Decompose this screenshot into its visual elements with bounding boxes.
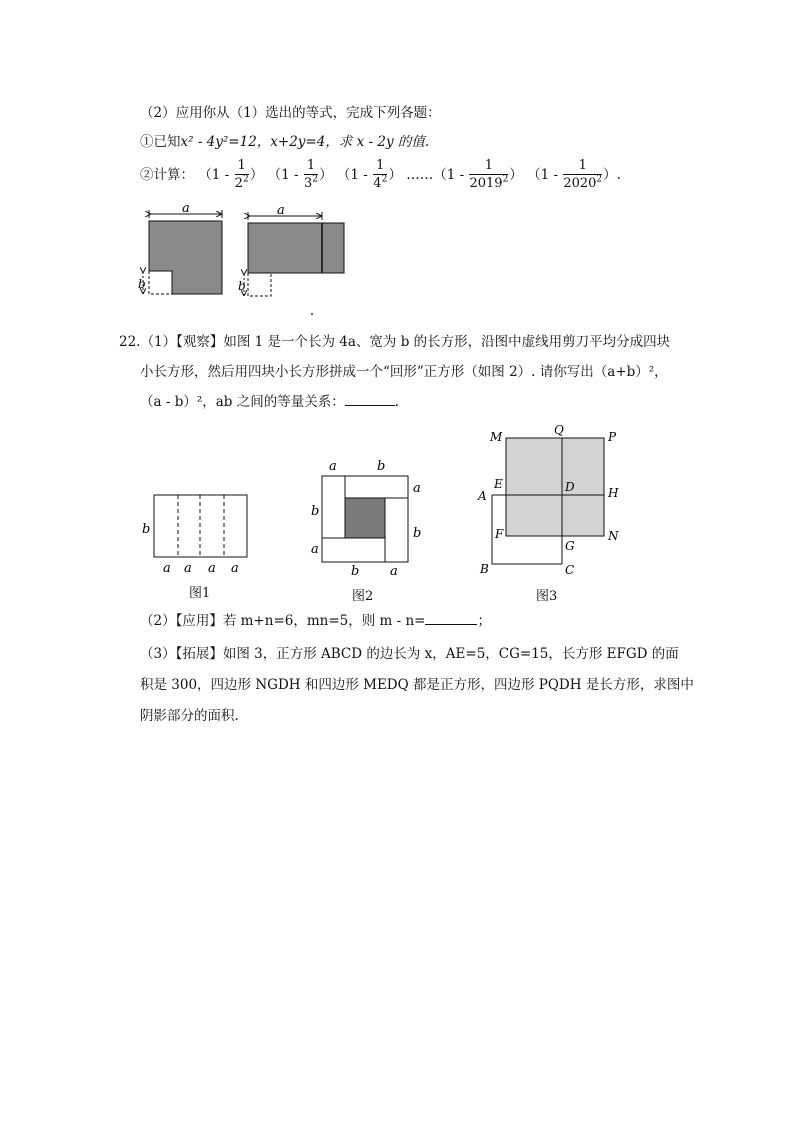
point-label: E [494,477,503,491]
top-figures [130,198,360,300]
cut-square [248,273,271,296]
part-2-application: （2）【应用】若 m+n=6，mn=5，则 m - n= ； [140,613,491,629]
figure-2-caption: 图2 [352,589,374,604]
bottom-label: a [184,561,192,576]
label: a [413,481,421,496]
product-term: （1 - $\frac{1}{2020^2}$ ）. [527,158,621,191]
q1-marker: ① [140,134,154,150]
label: b [351,564,360,579]
point-label: F [495,527,504,541]
answer-blank[interactable] [345,392,395,406]
product-term: （1 - $\frac{1}{2^2}$ ） [198,158,264,191]
point-label: A [478,489,487,503]
label-b: b [138,277,146,291]
part-3-line3: 阴影部分的面积. [140,708,239,724]
bottom-label: a [208,561,216,576]
label-b: b [238,279,246,293]
problem-22-line3: （a - b）²，ab 之间的等量关系： . [140,394,400,410]
q2-pre: 计算： [153,167,194,183]
question-2 [140,157,621,193]
figure-2 [305,455,435,580]
label: b [413,526,422,541]
stray-dot [311,313,313,315]
shaded-rectangle [248,223,344,273]
figure-3 [470,420,630,580]
part-3-line2: 积是 300，四边形 NGDH 和四边形 MEDQ 都是正方形，四边形 PQDH 是长方形，求图中 [140,677,694,693]
label: a [329,459,337,474]
answer-blank[interactable] [425,611,477,625]
shaded-region [149,221,222,294]
figure-3-caption: 图3 [536,589,558,604]
bottom-label: a [163,561,171,576]
point-label: Q [554,423,564,437]
label: b [377,459,386,474]
label: b [311,504,320,519]
part-3-line1: （3）【拓展】如图 3，正方形 ABCD 的边长为 x，AE=5，CG=15，长方形 EFGD 的面 [140,646,679,662]
label: a [390,564,398,579]
point-label: B [480,562,489,576]
problem-22-line2: 小长方形，然后用四块小长方形拼成一个“回形”正方形（如图 2）. 请你写出（a+b）²， [140,364,668,380]
product-term: （1 - $\frac{1}{4^2}$ ） [336,158,402,191]
problem-number: 22. [119,334,141,350]
point-label: G [565,539,575,553]
side-label: b [142,522,151,537]
problem-22-line1: 22.（1）【观察】如图 1 是一个长为 4a、宽为 b 的长方形，沿图中虚线用剪刀平均分成四块 [119,334,671,350]
q1-expression: x² - 4y²=12，x+2y=4，求 x - 2y 的值. [180,134,430,150]
point-label: N [608,529,619,543]
shaded-square [506,438,604,536]
point-label: D [565,480,575,494]
question-1 [140,132,429,152]
label-a: a [277,203,285,218]
cut-square [149,271,172,294]
inner-shaded-square [345,498,385,538]
product-term: ……（1 - $\frac{1}{2019^2}$ ） [406,158,523,191]
q2-marker: ② [140,167,154,183]
bottom-label: a [231,561,239,576]
part2-intro: （2）应用你从（1）选出的等式，完成下列各题： [140,105,441,121]
figure-1 [138,488,256,578]
point-label: H [608,486,619,500]
product-term: （1 - $\frac{1}{3^2}$ ） [267,158,333,191]
point-label: C [565,563,575,577]
right-figure [238,203,344,296]
left-figure [138,201,222,294]
q1-pre: 已知 [153,134,181,150]
label-a: a [182,201,190,216]
point-label: M [490,430,503,444]
point-label: P [608,430,617,444]
figure-1-caption: 图1 [189,586,211,601]
label: a [311,542,319,557]
